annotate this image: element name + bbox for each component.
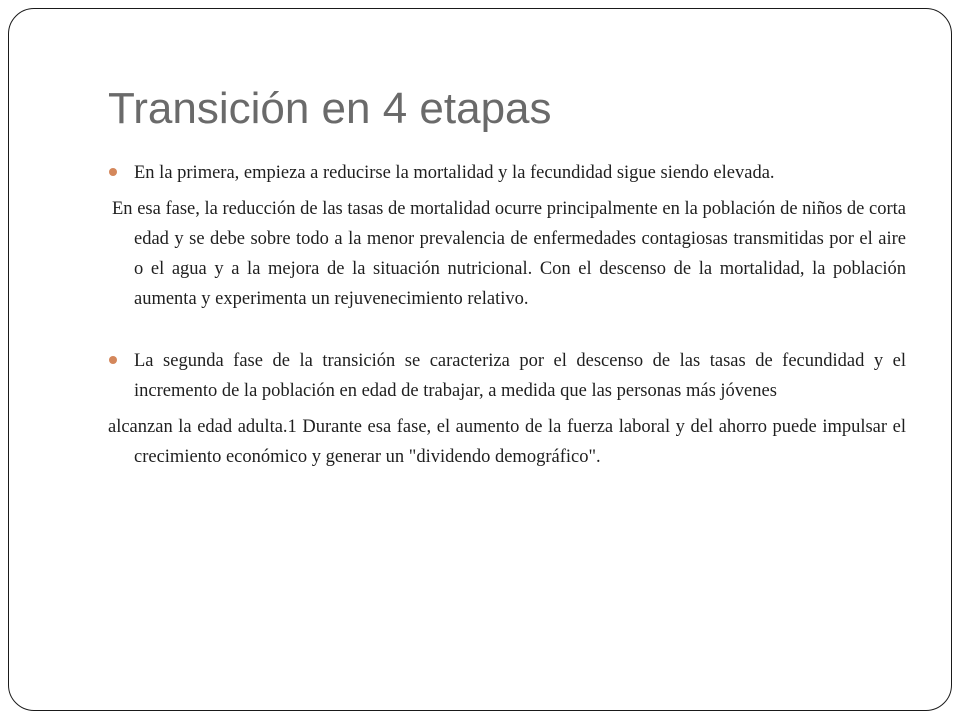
bullet-dot-icon (109, 356, 117, 364)
slide-title: Transición en 4 etapas (108, 84, 552, 133)
bullet-paragraph-3 (108, 346, 906, 406)
paragraph-1-text: En la primera, empieza a reducirse la mortalidad y la fecundidad sigue siendo elevada. (134, 163, 775, 183)
paragraph-2 (108, 194, 906, 314)
bullet-paragraph-1 (108, 158, 906, 188)
paragraph-4-text: alcanzan la edad adulta.1 Durante esa fase, el aumento de la fuerza laboral y del ahorro puede impulsar el crecimiento económico y generar un "dividendo demográfico". (108, 417, 906, 467)
spacer (108, 314, 906, 340)
paragraph-4 (108, 412, 906, 472)
paragraph-3-text: La segunda fase de la transición se caracteriza por el descenso de las tasas de fecundidad y el incremento de la población en edad de trabajar, a medida que las personas más jóvenes (134, 351, 906, 401)
slide-body (108, 158, 906, 472)
bullet-dot-icon (109, 168, 117, 176)
paragraph-2-text: En esa fase, la reducción de las tasas de mortalidad ocurre principalmente en la población de niños de corta edad y se debe sobre todo a la menor prevalencia de enfermedades contagiosas transmitidas por el aire o el agua y a la mejora de la situación nutricional. Con el descenso de la mortalidad, la población aumenta y experimenta un rejuvenecimiento relativo. (112, 199, 906, 309)
